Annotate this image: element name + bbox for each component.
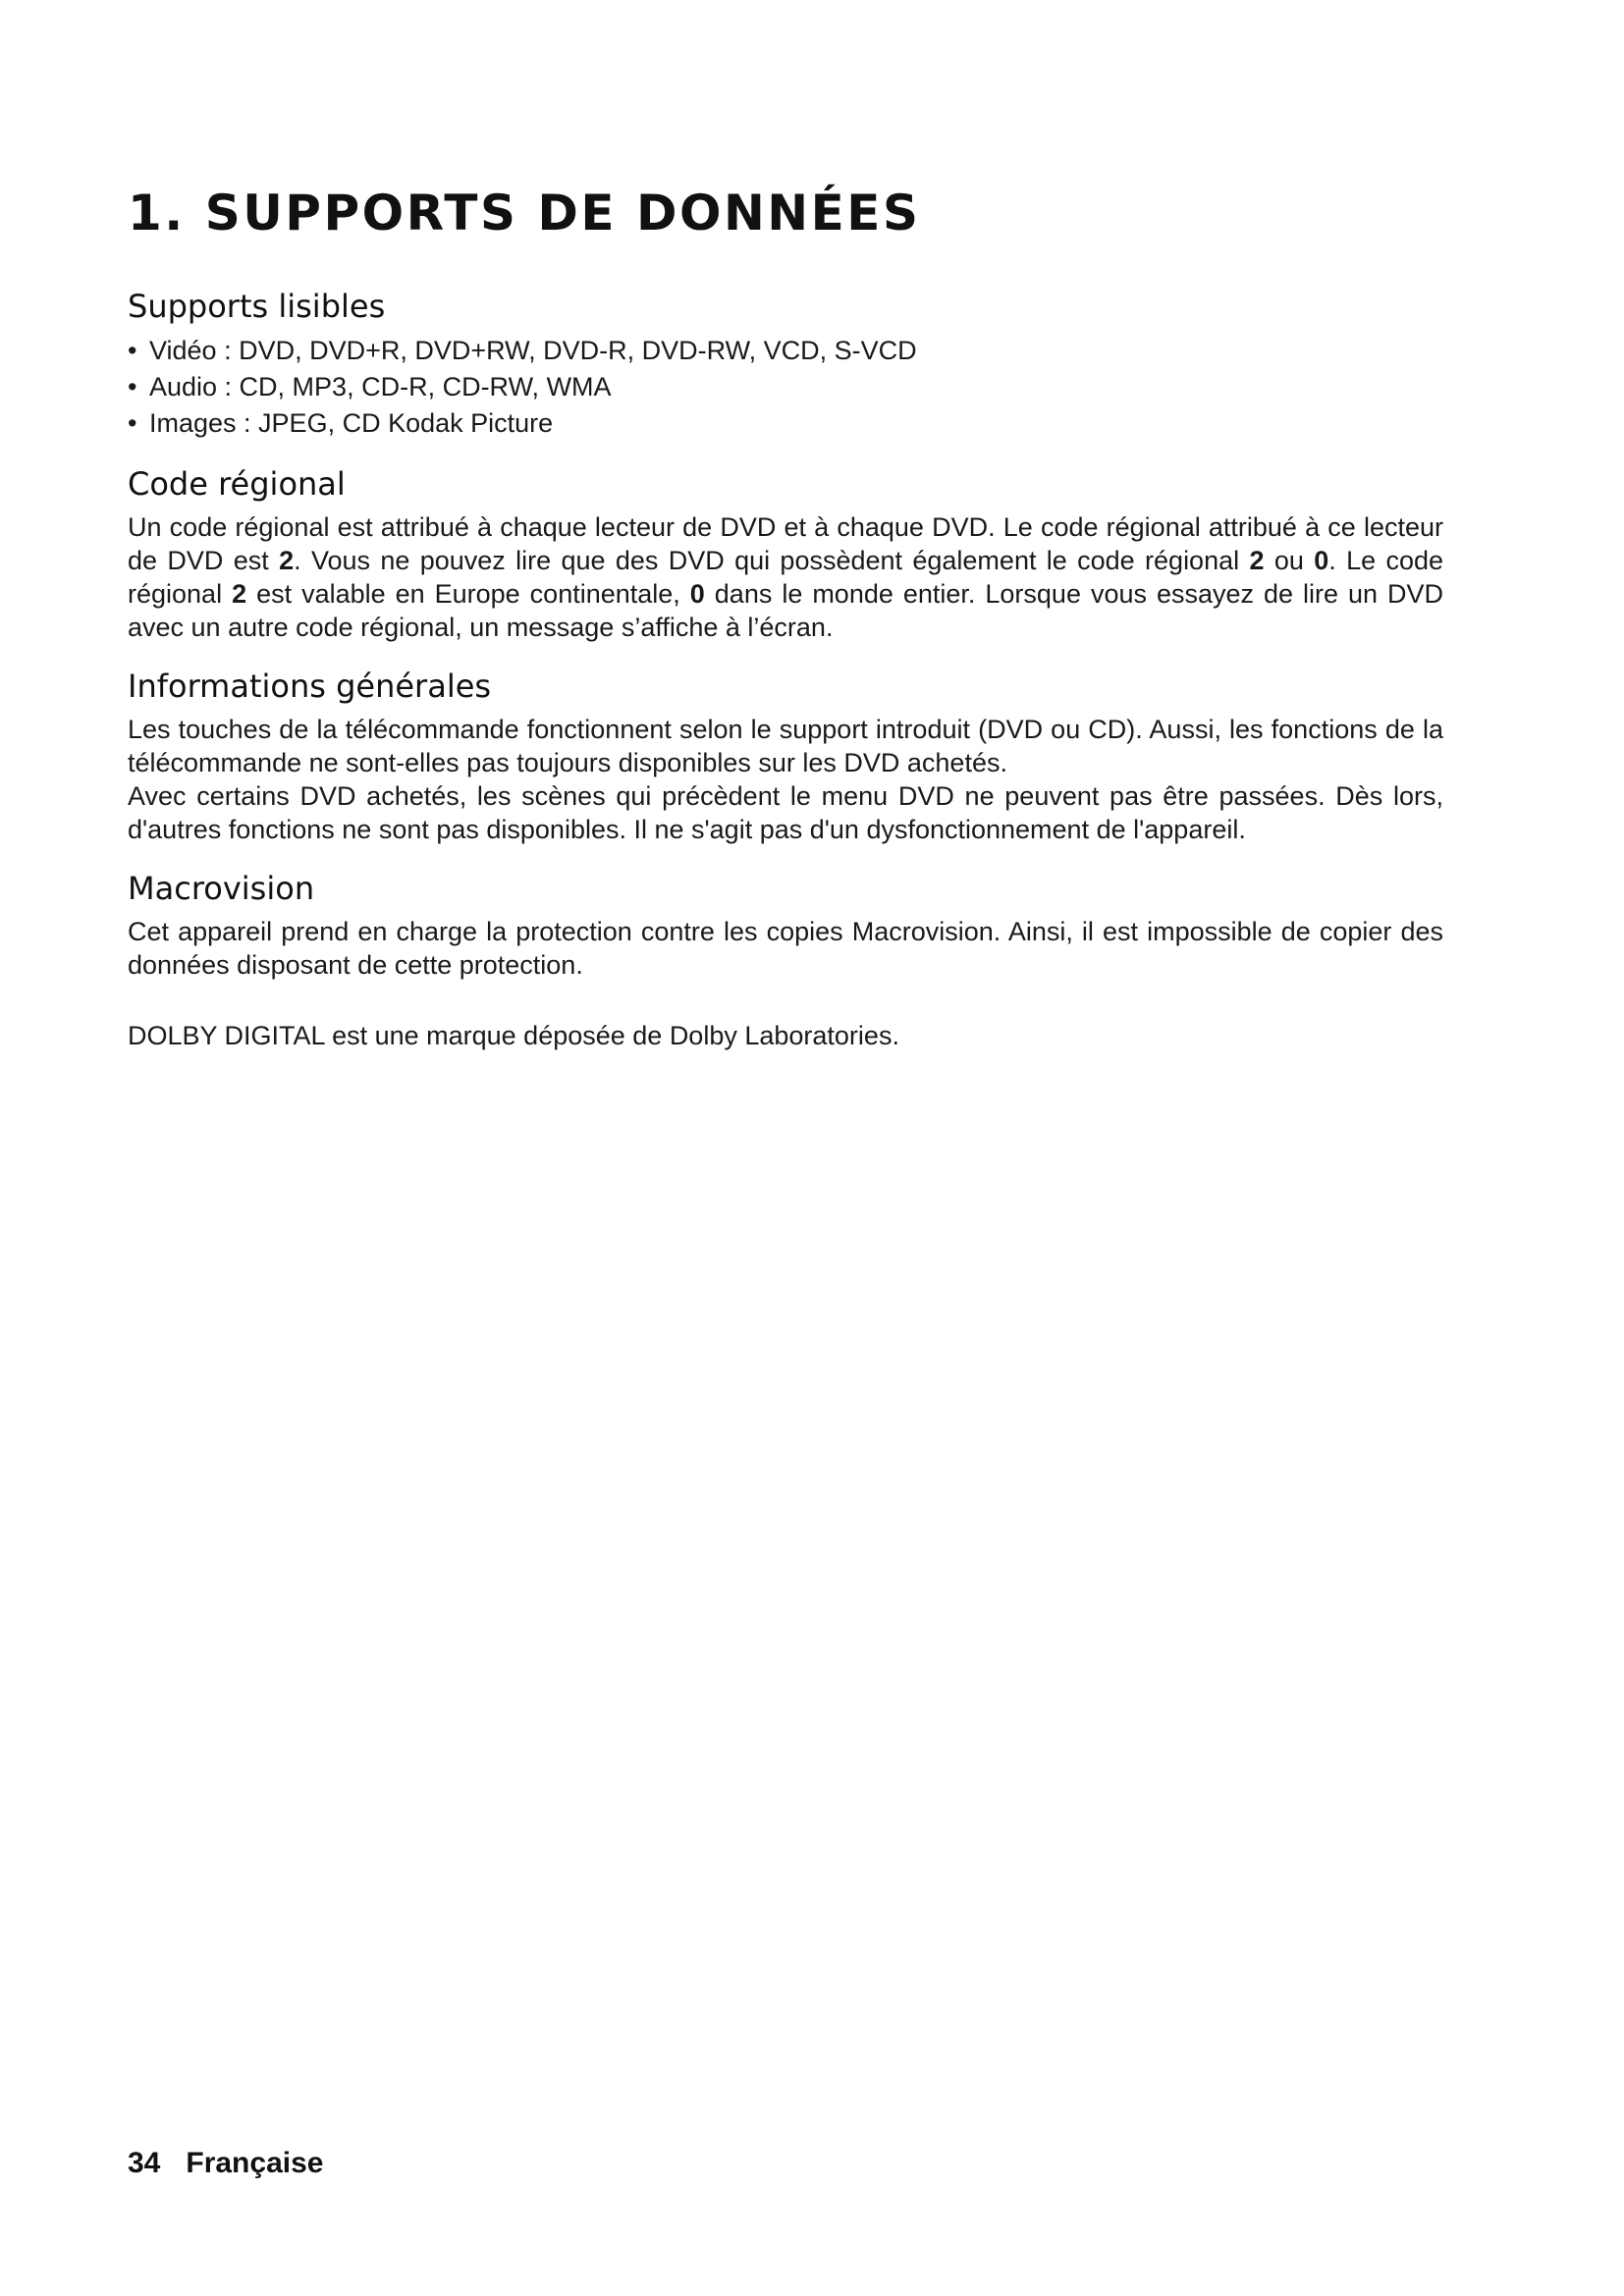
list-item: [128, 369, 1443, 405]
region-code: 2: [279, 546, 295, 575]
supported-media-list: [128, 333, 1443, 442]
region-code: 0: [689, 579, 705, 609]
list-item: [128, 405, 1443, 442]
trademark-note: DOLBY DIGITAL est une marque déposée de Dolby Laboratories.: [128, 1021, 899, 1050]
list-item: [128, 333, 1443, 369]
region-text: Un code régional est attribué à chaque lecteur de DVD et à chaque DVD. Le code régional attribué à ce lecteur de DVD est: [128, 512, 1443, 575]
region-text: ou: [1264, 546, 1315, 575]
bullet-icon: •: [128, 336, 137, 365]
region-code: 0: [1314, 546, 1329, 575]
general-paragraph-2: Avec certains DVD achetés, les scènes qui précèdent le menu DVD ne peuvent pas être passées. Dès lors, d'autres fonctions ne sont pas disponibles. Il ne s'agit pas d'un dysfonctionnement de l'appareil.: [128, 781, 1443, 844]
general-paragraph-1: Les touches de la télécommande fonctionnent selon le support introduit (DVD ou CD). Aussi, les fonctions de la télécommande ne sont-elles pas toujours disponibles sur les DVD achetés.: [128, 715, 1443, 777]
section-heading-general: Informations générales: [128, 667, 492, 705]
section-heading-region: Code régional: [128, 465, 346, 503]
region-text: est valable en Europe continentale,: [246, 579, 690, 609]
region-code: 2: [1249, 546, 1265, 575]
section-general: [128, 666, 1443, 846]
region-text: dans le monde entier. Lorsque vous essayez de lire un DVD avec un autre code régional, un message s’affiche à l’écran.: [128, 579, 1443, 642]
page-title: 1. SUPPORTS DE DONNÉES: [128, 185, 921, 241]
page-content: [128, 182, 1443, 1052]
page-footer: [128, 2146, 323, 2181]
footer-language: Française: [186, 2147, 324, 2179]
list-item-text: Images : JPEG, CD Kodak Picture: [149, 408, 554, 438]
bullet-icon: •: [128, 372, 137, 401]
region-paragraph: [128, 510, 1443, 644]
section-heading-macrovision: Macrovision: [128, 870, 315, 907]
list-item-text: Vidéo : DVD, DVD+R, DVD+RW, DVD-R, DVD-RW, VCD, S-VCD: [149, 336, 917, 365]
spacer: [128, 982, 1443, 1019]
region-code: 2: [232, 579, 247, 609]
region-text: . Vous ne pouvez lire que des DVD qui possèdent également le code régional: [294, 546, 1250, 575]
spacer: [128, 644, 1443, 666]
list-item-text: Audio : CD, MP3, CD-R, CD-RW, WMA: [149, 372, 612, 401]
section-supports: [128, 286, 1443, 442]
spacer: [128, 846, 1443, 868]
section-heading-supports: Supports lisibles: [128, 288, 386, 325]
page-number: 34: [128, 2147, 161, 2179]
macrovision-paragraph: Cet appareil prend en charge la protection contre les copies Macrovision. Ainsi, il est impossible de copier des données disposant de cette protection.: [128, 917, 1443, 980]
section-macrovision: [128, 868, 1443, 982]
section-region: [128, 463, 1443, 644]
region-text: . Le code régional: [128, 546, 1443, 609]
bullet-icon: •: [128, 408, 137, 438]
